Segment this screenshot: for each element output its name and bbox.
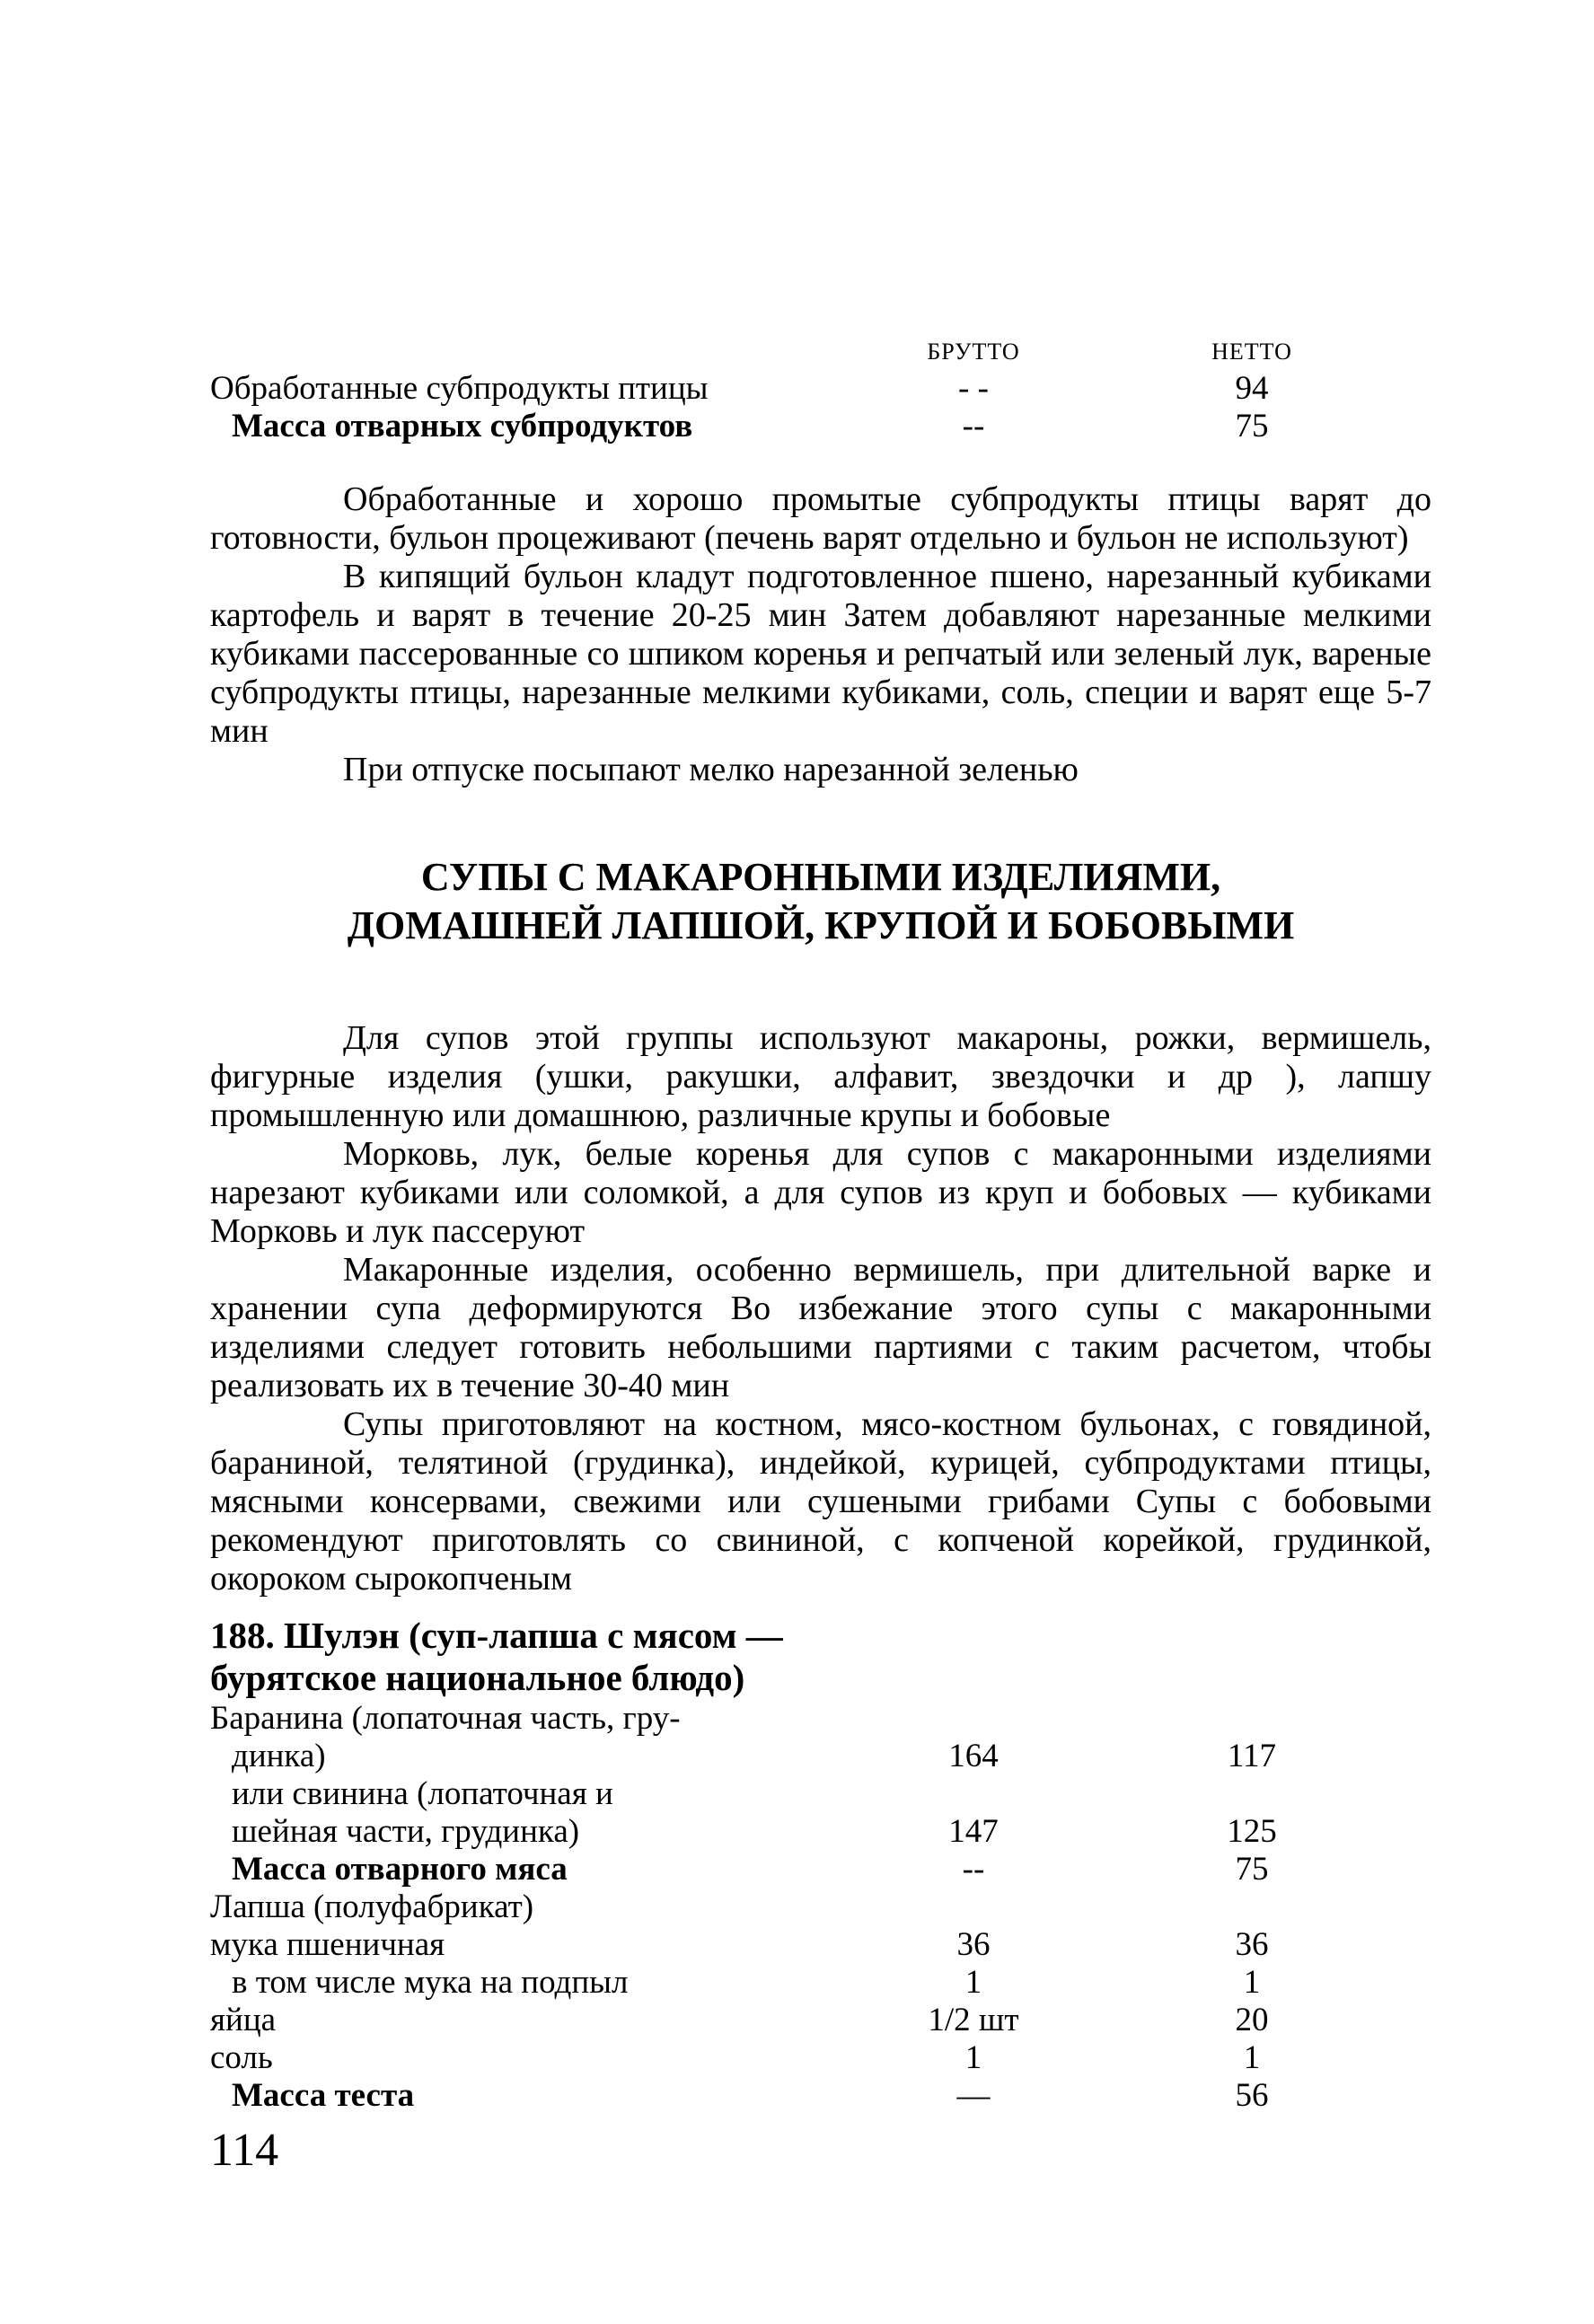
table-row xyxy=(210,408,1270,445)
netto-value: 1 xyxy=(1243,2039,1261,2076)
ingredient-name: динка) xyxy=(232,1738,326,1774)
recipe-title-line: бурятское национальное блюдо) xyxy=(210,1657,745,1698)
table-row xyxy=(210,2039,1270,2077)
netto-value: 94 xyxy=(1235,370,1269,407)
ingredient-name: или свинина (лопаточная и xyxy=(232,1775,613,1812)
netto-value: 20 xyxy=(1235,2002,1269,2038)
netto-value: 56 xyxy=(1235,2077,1269,2114)
table-row xyxy=(210,1775,1270,1813)
table-row xyxy=(210,1888,1270,1926)
netto-value: 1 xyxy=(1243,1964,1261,2001)
netto-value: 36 xyxy=(1235,1926,1269,1963)
ingredient-name: Масса отварных субпродуктов xyxy=(232,408,693,445)
netto-value: 125 xyxy=(1227,1813,1277,1850)
brutto-value: — xyxy=(956,2077,991,2114)
table-row xyxy=(210,1738,1277,1775)
ingredient-name: Лапша (полуфабрикат) xyxy=(210,1888,534,1925)
paragraph: Для супов этой группы используют макароны, рожки, вермишель, фигурные изделия (ушки, ракушки, алфавит, звездочки и др ), лапшу промышленную или домашнюю, различные крупы и бобовые xyxy=(210,1019,1431,1134)
table-row xyxy=(210,370,1270,408)
paragraph: В кипящий бульон кладут подготовленное пшено, нарезанный кубиками картофель и варят в течение 20-25 мин Затем добавляют нарезанные мелкими кубиками пассерованные со шпиком коренья и репчатый или зеленый лук, вареные субпродукты птицы, нарезанные мелкими кубиками, соль, специи и варят еще 5-7 мин xyxy=(210,558,1431,750)
brutto-header: БРУТТО xyxy=(927,339,1020,365)
section-heading-line: СУПЫ С МАКАРОННЫМИ ИЗДЕЛИЯМИ, xyxy=(420,855,1221,899)
section-heading-line: ДОМАШНЕЙ ЛАПШОЙ, КРУПОЙ И БОБОВЫМИ xyxy=(347,903,1295,947)
ingredient-name: Масса теста xyxy=(232,2077,415,2114)
paragraph: Обработанные и хорошо промытые субпродукты птицы варят до готовности, бульон процеживают (печень варят отдельно и бульон не используют) xyxy=(210,480,1431,557)
section-text xyxy=(210,1019,1431,1598)
table-row xyxy=(210,1926,1270,1964)
brutto-value: 147 xyxy=(948,1813,999,1850)
ingredient-name: Масса отварного мяса xyxy=(232,1851,568,1888)
netto-value: 75 xyxy=(1235,1851,1269,1888)
top-ingredient-table xyxy=(210,334,1292,445)
paragraph: Морковь, лук, белые коренья для супов с макаронными изделиями нарезают кубиками или соломкой, а для супов из круп и бобовых — кубиками Морковь и лук пассеруют xyxy=(210,1135,1431,1250)
intro-text xyxy=(210,480,1431,789)
table-row xyxy=(210,1851,1270,1888)
recipe-title-line: 188. Шулэн (суп-лапша с мясом — xyxy=(210,1615,783,1656)
paragraph: При отпуске посыпают мелко нарезанной зеленью xyxy=(343,751,1079,788)
table-row xyxy=(210,1700,1270,1738)
recipe-title xyxy=(210,1615,1018,1699)
ingredient-name: в том числе мука на подпыл xyxy=(232,1964,629,2001)
ingredient-name: яйца xyxy=(210,2002,277,2038)
ingredient-name: Баранина (лопаточная часть, гру- xyxy=(210,1700,681,1737)
table-row xyxy=(210,2077,1270,2115)
table-row xyxy=(210,2002,1270,2039)
page-number: 114 xyxy=(210,2125,279,2176)
brutto-value: 164 xyxy=(948,1738,999,1774)
netto-value: 117 xyxy=(1227,1738,1277,1774)
table-row xyxy=(210,1813,1277,1851)
brutto-value: - - xyxy=(958,370,989,407)
brutto-value: 1 xyxy=(964,2039,982,2076)
paragraph: Супы приготовляют на костном, мясо-костном бульонах, с говядиной, бараниной, телятиной (грудинка), индейкой, курицей, субпродуктами птицы, мясными консервами, свежими или сушеными грибами Супы с бобовыми рекомендуют приготовлять со свининой, с копченой корейкой, грудинкой, окороком сырокопченым xyxy=(210,1405,1431,1598)
brutto-value: -- xyxy=(962,1851,985,1888)
section-heading xyxy=(210,853,1431,950)
paragraph: Макаронные изделия, особенно вермишель, при длительной варке и хранении супа деформируются Во избежание этого супы с макаронными изделиями следует готовить небольшими партиями с таким расчетом, чтобы реализовать их в течение 30-40 мин xyxy=(210,1251,1431,1404)
ingredient-name: Обработанные субпродукты птицы xyxy=(210,370,709,407)
brutto-value: -- xyxy=(962,408,985,445)
table-row xyxy=(210,1964,1270,2002)
table-header xyxy=(210,334,1292,370)
recipe-ingredient-table xyxy=(210,1700,1277,2115)
brutto-value: 1/2 шт xyxy=(928,2002,1019,2038)
ingredient-name: соль xyxy=(210,2039,273,2076)
brutto-value: 1 xyxy=(964,1964,982,2001)
ingredient-name: шейная части, грудинка) xyxy=(232,1813,580,1850)
brutto-value: 36 xyxy=(956,1926,991,1963)
netto-header: НЕТТО xyxy=(1211,339,1292,365)
netto-value: 75 xyxy=(1235,408,1269,445)
ingredient-name: мука пшеничная xyxy=(210,1926,445,1963)
